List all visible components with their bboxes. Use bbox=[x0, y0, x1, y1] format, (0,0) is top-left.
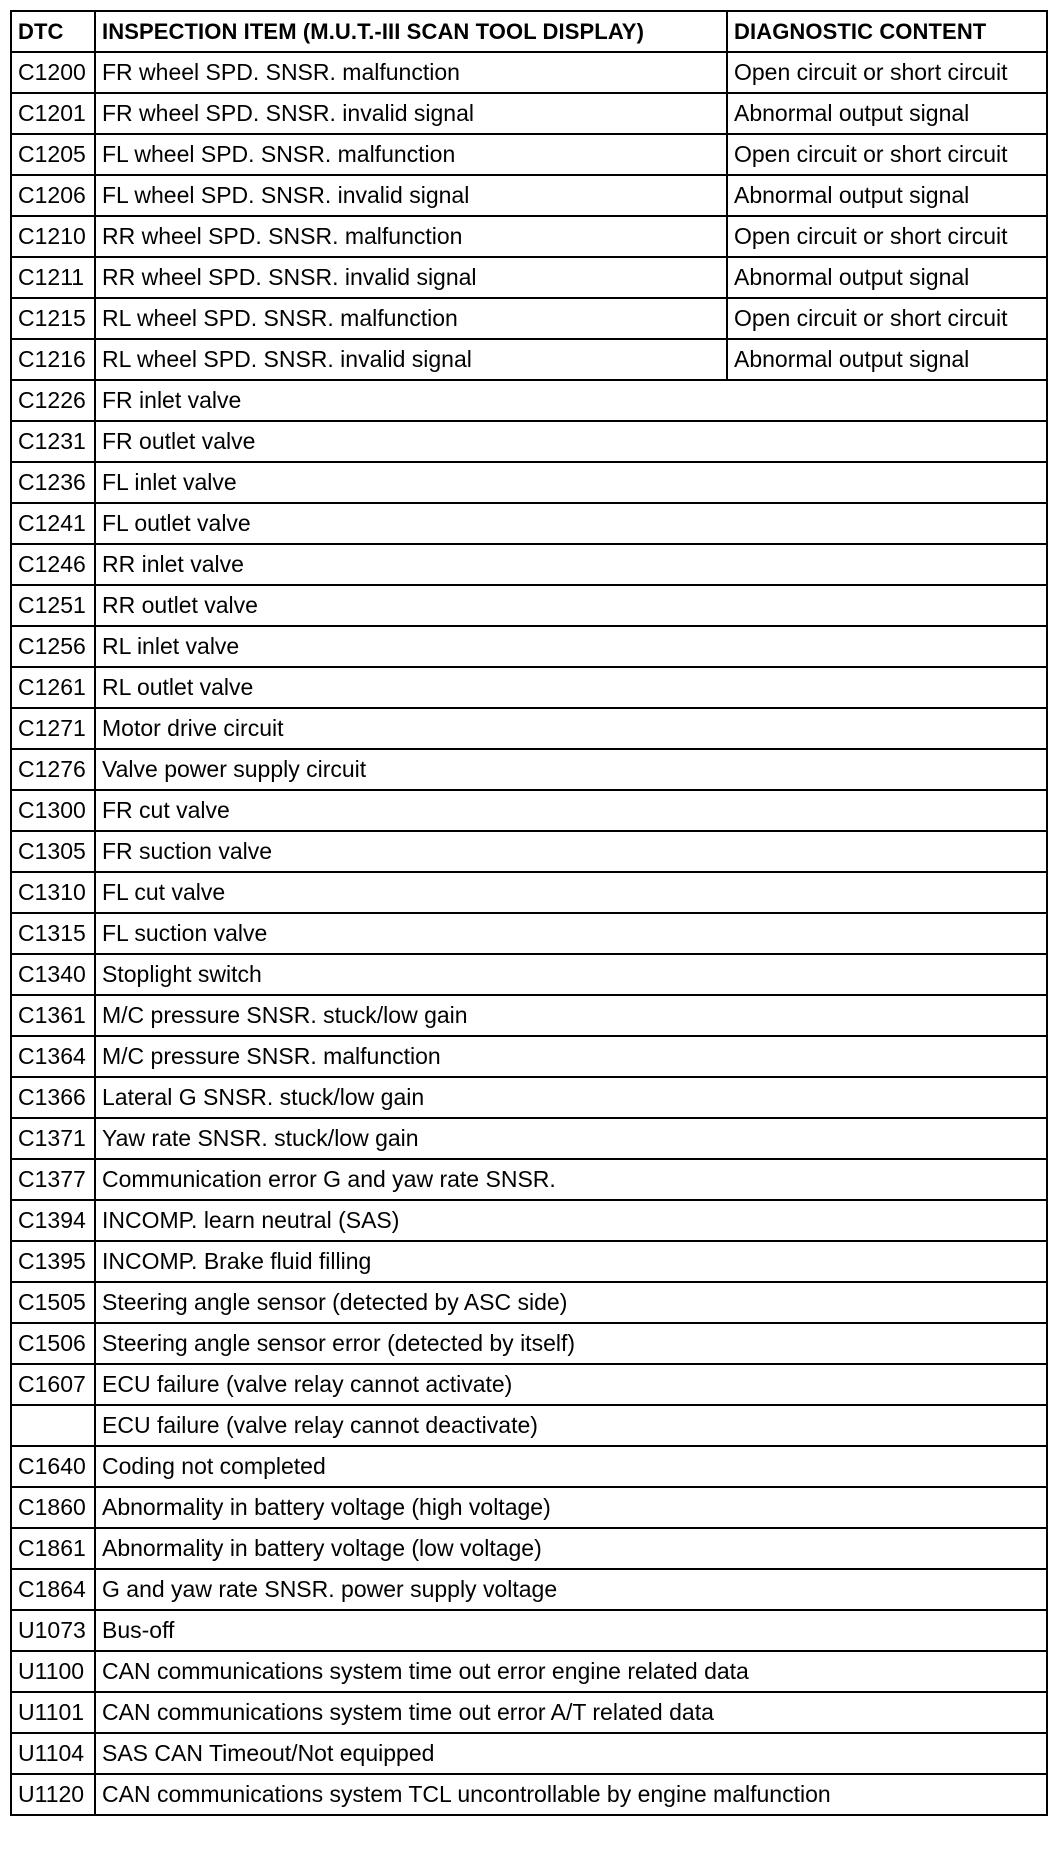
dtc-code bbox=[11, 1405, 95, 1446]
table-row bbox=[11, 1774, 1047, 1815]
inspection-item: RL wheel SPD. SNSR. invalid signal bbox=[95, 339, 727, 380]
table-row bbox=[11, 667, 1047, 708]
header-dtc: DTC bbox=[11, 11, 95, 52]
table-row bbox=[11, 93, 1047, 134]
dtc-code: C1364 bbox=[11, 1036, 95, 1077]
inspection-item: Abnormality in battery voltage (high voltage) bbox=[95, 1487, 1047, 1528]
dtc-code: C1506 bbox=[11, 1323, 95, 1364]
dtc-code: C1861 bbox=[11, 1528, 95, 1569]
inspection-item: FL outlet valve bbox=[95, 503, 1047, 544]
table-row bbox=[11, 1610, 1047, 1651]
dtc-code: C1215 bbox=[11, 298, 95, 339]
table-row bbox=[11, 339, 1047, 380]
table-row bbox=[11, 1323, 1047, 1364]
dtc-code: C1864 bbox=[11, 1569, 95, 1610]
table-row bbox=[11, 544, 1047, 585]
diagnostic-content: Abnormal output signal bbox=[727, 175, 1047, 216]
table-row bbox=[11, 831, 1047, 872]
dtc-table-body bbox=[11, 52, 1047, 1815]
inspection-item: Bus-off bbox=[95, 1610, 1047, 1651]
table-row bbox=[11, 1446, 1047, 1487]
inspection-item: FL inlet valve bbox=[95, 462, 1047, 503]
table-row bbox=[11, 626, 1047, 667]
dtc-code: C1315 bbox=[11, 913, 95, 954]
inspection-item: Coding not completed bbox=[95, 1446, 1047, 1487]
dtc-code: C1210 bbox=[11, 216, 95, 257]
table-row bbox=[11, 1405, 1047, 1446]
dtc-code: C1241 bbox=[11, 503, 95, 544]
dtc-code: C1371 bbox=[11, 1118, 95, 1159]
table-row bbox=[11, 380, 1047, 421]
inspection-item: FR outlet valve bbox=[95, 421, 1047, 462]
table-row bbox=[11, 175, 1047, 216]
dtc-code: C1310 bbox=[11, 872, 95, 913]
inspection-item: CAN communications system TCL uncontrollable by engine malfunction bbox=[95, 1774, 1047, 1815]
dtc-code: C1236 bbox=[11, 462, 95, 503]
diagnostic-content: Abnormal output signal bbox=[727, 339, 1047, 380]
dtc-code: C1276 bbox=[11, 749, 95, 790]
inspection-item: INCOMP. learn neutral (SAS) bbox=[95, 1200, 1047, 1241]
diagnostic-content: Open circuit or short circuit bbox=[727, 52, 1047, 93]
table-row bbox=[11, 52, 1047, 93]
table-row bbox=[11, 1036, 1047, 1077]
table-row bbox=[11, 134, 1047, 175]
inspection-item: FR wheel SPD. SNSR. malfunction bbox=[95, 52, 727, 93]
diagnostic-content: Open circuit or short circuit bbox=[727, 216, 1047, 257]
table-row bbox=[11, 585, 1047, 626]
inspection-item: FL cut valve bbox=[95, 872, 1047, 913]
dtc-code: U1073 bbox=[11, 1610, 95, 1651]
table-row bbox=[11, 708, 1047, 749]
inspection-item: FR wheel SPD. SNSR. invalid signal bbox=[95, 93, 727, 134]
inspection-item: FR suction valve bbox=[95, 831, 1047, 872]
header-inspection-item: INSPECTION ITEM (M.U.T.-III SCAN TOOL DISPLAY) bbox=[95, 11, 727, 52]
dtc-code: C1226 bbox=[11, 380, 95, 421]
dtc-code: C1394 bbox=[11, 1200, 95, 1241]
diagnostic-content: Abnormal output signal bbox=[727, 257, 1047, 298]
header-row bbox=[11, 11, 1047, 52]
dtc-code: U1100 bbox=[11, 1651, 95, 1692]
inspection-item: Abnormality in battery voltage (low voltage) bbox=[95, 1528, 1047, 1569]
dtc-code: U1101 bbox=[11, 1692, 95, 1733]
table-row bbox=[11, 1241, 1047, 1282]
dtc-code: C1231 bbox=[11, 421, 95, 462]
diagnostic-content: Abnormal output signal bbox=[727, 93, 1047, 134]
dtc-code: C1505 bbox=[11, 1282, 95, 1323]
table-row bbox=[11, 257, 1047, 298]
dtc-code: C1607 bbox=[11, 1364, 95, 1405]
dtc-code: C1216 bbox=[11, 339, 95, 380]
dtc-code: U1104 bbox=[11, 1733, 95, 1774]
table-row bbox=[11, 503, 1047, 544]
table-row bbox=[11, 995, 1047, 1036]
inspection-item: ECU failure (valve relay cannot activate) bbox=[95, 1364, 1047, 1405]
table-row bbox=[11, 1282, 1047, 1323]
table-row bbox=[11, 1487, 1047, 1528]
inspection-item: FR cut valve bbox=[95, 790, 1047, 831]
table-row bbox=[11, 1651, 1047, 1692]
dtc-code: C1366 bbox=[11, 1077, 95, 1118]
table-row bbox=[11, 790, 1047, 831]
inspection-item: Communication error G and yaw rate SNSR. bbox=[95, 1159, 1047, 1200]
dtc-code: C1860 bbox=[11, 1487, 95, 1528]
inspection-item: RR inlet valve bbox=[95, 544, 1047, 585]
dtc-code: C1251 bbox=[11, 585, 95, 626]
table-row bbox=[11, 954, 1047, 995]
inspection-item: M/C pressure SNSR. malfunction bbox=[95, 1036, 1047, 1077]
inspection-item: G and yaw rate SNSR. power supply voltage bbox=[95, 1569, 1047, 1610]
dtc-code: C1200 bbox=[11, 52, 95, 93]
dtc-code: C1361 bbox=[11, 995, 95, 1036]
dtc-table bbox=[10, 10, 1048, 1816]
inspection-item: FR inlet valve bbox=[95, 380, 1047, 421]
table-row bbox=[11, 1077, 1047, 1118]
table-row bbox=[11, 421, 1047, 462]
inspection-item: ECU failure (valve relay cannot deactivate) bbox=[95, 1405, 1047, 1446]
table-row bbox=[11, 1528, 1047, 1569]
inspection-item: FL suction valve bbox=[95, 913, 1047, 954]
table-row bbox=[11, 1569, 1047, 1610]
inspection-item: CAN communications system time out error A/T related data bbox=[95, 1692, 1047, 1733]
table-row bbox=[11, 298, 1047, 339]
dtc-code: C1271 bbox=[11, 708, 95, 749]
table-row bbox=[11, 1364, 1047, 1405]
inspection-item: SAS CAN Timeout/Not equipped bbox=[95, 1733, 1047, 1774]
dtc-code: C1201 bbox=[11, 93, 95, 134]
dtc-code: C1300 bbox=[11, 790, 95, 831]
inspection-item: RR outlet valve bbox=[95, 585, 1047, 626]
table-row bbox=[11, 1159, 1047, 1200]
inspection-item: Motor drive circuit bbox=[95, 708, 1047, 749]
inspection-item: FL wheel SPD. SNSR. invalid signal bbox=[95, 175, 727, 216]
diagnostic-content: Open circuit or short circuit bbox=[727, 298, 1047, 339]
dtc-code: C1640 bbox=[11, 1446, 95, 1487]
table-row bbox=[11, 1118, 1047, 1159]
inspection-item: Steering angle sensor (detected by ASC side) bbox=[95, 1282, 1047, 1323]
inspection-item: Stoplight switch bbox=[95, 954, 1047, 995]
inspection-item: CAN communications system time out error engine related data bbox=[95, 1651, 1047, 1692]
dtc-code: C1256 bbox=[11, 626, 95, 667]
inspection-item: Lateral G SNSR. stuck/low gain bbox=[95, 1077, 1047, 1118]
inspection-item: RL outlet valve bbox=[95, 667, 1047, 708]
dtc-code: C1205 bbox=[11, 134, 95, 175]
dtc-code: C1340 bbox=[11, 954, 95, 995]
dtc-code: C1206 bbox=[11, 175, 95, 216]
inspection-item: RL inlet valve bbox=[95, 626, 1047, 667]
diagnostic-content: Open circuit or short circuit bbox=[727, 134, 1047, 175]
inspection-item: RL wheel SPD. SNSR. malfunction bbox=[95, 298, 727, 339]
table-row bbox=[11, 1733, 1047, 1774]
table-row bbox=[11, 462, 1047, 503]
table-row bbox=[11, 872, 1047, 913]
table-row bbox=[11, 1200, 1047, 1241]
inspection-item: RR wheel SPD. SNSR. invalid signal bbox=[95, 257, 727, 298]
inspection-item: RR wheel SPD. SNSR. malfunction bbox=[95, 216, 727, 257]
dtc-code: C1246 bbox=[11, 544, 95, 585]
header-diagnostic-content: DIAGNOSTIC CONTENT bbox=[727, 11, 1047, 52]
table-row bbox=[11, 1692, 1047, 1733]
inspection-item: M/C pressure SNSR. stuck/low gain bbox=[95, 995, 1047, 1036]
dtc-code: C1377 bbox=[11, 1159, 95, 1200]
dtc-code: U1120 bbox=[11, 1774, 95, 1815]
inspection-item: INCOMP. Brake fluid filling bbox=[95, 1241, 1047, 1282]
dtc-code: C1261 bbox=[11, 667, 95, 708]
dtc-code: C1395 bbox=[11, 1241, 95, 1282]
table-row bbox=[11, 216, 1047, 257]
inspection-item: Valve power supply circuit bbox=[95, 749, 1047, 790]
table-row bbox=[11, 749, 1047, 790]
inspection-item: Steering angle sensor error (detected by itself) bbox=[95, 1323, 1047, 1364]
dtc-code: C1211 bbox=[11, 257, 95, 298]
inspection-item: FL wheel SPD. SNSR. malfunction bbox=[95, 134, 727, 175]
table-row bbox=[11, 913, 1047, 954]
inspection-item: Yaw rate SNSR. stuck/low gain bbox=[95, 1118, 1047, 1159]
dtc-code: C1305 bbox=[11, 831, 95, 872]
